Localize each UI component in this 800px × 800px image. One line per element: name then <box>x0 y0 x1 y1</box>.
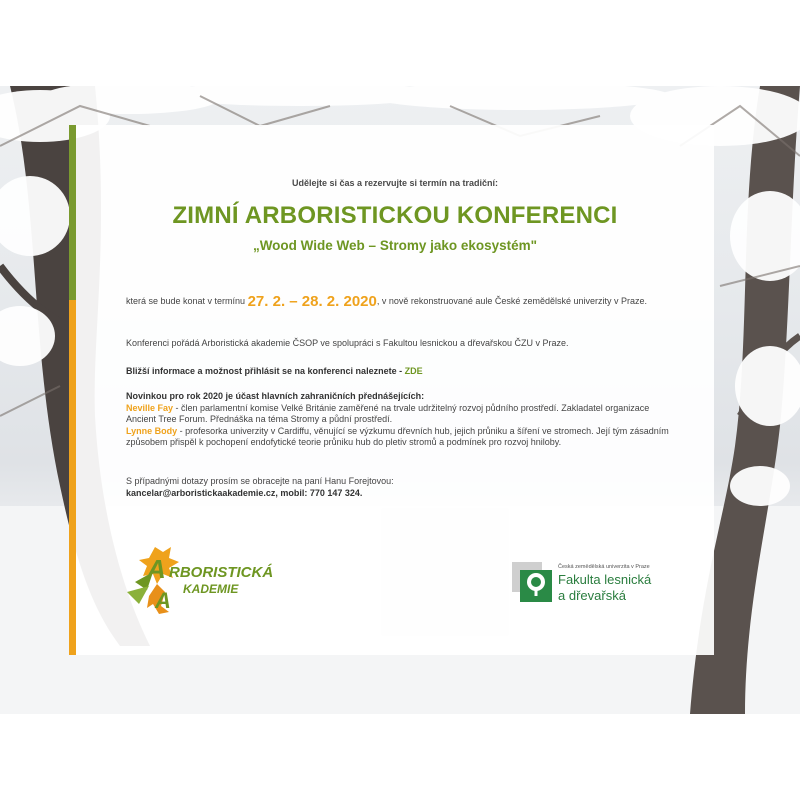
info-paragraph <box>126 366 672 378</box>
svg-text:A: A <box>155 588 171 613</box>
speaker-neville-bio: - člen parlamentní komise Velké Británie zaměřené na trvale udržitelný rozvoj půdního prostředí. Zakladatel organizace Ancient Tree Forum. Přednáška na téma Stromy a půdní prostředí. <box>126 402 650 424</box>
organizer-paragraph: Konferenci pořádá Arboristická akademie ČSOP ve spolupráci s Fakultou lesnickou a dřevařskou ČZU v Praze. <box>126 338 569 348</box>
arboristicka-akademie-logo <box>125 542 275 617</box>
orange-accent-bar <box>69 300 76 655</box>
date-intro: která se bude konat v termínu <box>126 296 248 306</box>
speakers-heading: Novinkou pro rok 2020 je účast hlavních zahraničních přednášejících: <box>126 391 425 401</box>
conference-date: 27. 2. – 28. 2. 2020 <box>247 293 377 310</box>
logo-line-2: KADEMIE <box>183 582 239 596</box>
date-venue: , v nově rekonstruované aule České zemědělské univerzity v Praze. <box>376 296 647 306</box>
speaker-lynne-name: Lynne Body <box>126 425 178 436</box>
contact-paragraph <box>126 476 672 499</box>
zde-link[interactable]: ZDE <box>404 366 423 376</box>
logo-line-1: RBORISTICKÁ <box>169 564 274 581</box>
contact-details[interactable]: kancelar@arboristickaakademie.cz, mobil: 770 147 324. <box>126 487 363 498</box>
date-paragraph <box>126 293 672 310</box>
speaker-lynne-bio: - profesorka univerzity v Cardiffu, věnující se výzkumu dřevních hub, jejich průniku a šíření ve stromech. Její tým zásadním způsobem přispěl k pochopení endofytické teorie průniku hub do pletiv stromů a podmínek pro rozvoj hniloby. <box>126 425 669 447</box>
czu-faculty-logo <box>512 562 682 612</box>
czu-university-name: Česká zemědělská univerzita v Praze <box>558 564 650 570</box>
green-accent-bar <box>69 125 76 300</box>
speaker-lynne <box>126 426 672 449</box>
czu-tree-icon <box>512 562 554 604</box>
intro-text: Udělejte si čas a rezervujte si termín na tradiční: <box>291 178 499 188</box>
conference-title: ZIMNÍ ARBORISTICKOU KONFERENCI <box>172 202 618 229</box>
conference-subtitle: „Wood Wide Web – Stromy jako ekosystém" <box>252 238 538 253</box>
speaker-neville-name: Neville Fay <box>126 402 174 413</box>
contact-line: S případnými dotazy prosím se obracejte na paní Hanu Forejtovou: <box>126 476 394 486</box>
info-text: Bližší informace a možnost přihlásit se na konferenci naleznete - <box>126 366 405 376</box>
speaker-neville <box>126 403 672 426</box>
czu-faculty-line-1: Fakulta lesnická <box>558 572 652 587</box>
czu-faculty-line-2: a dřevařská <box>558 588 626 603</box>
speakers-paragraph <box>126 391 672 449</box>
svg-text:A: A <box>147 554 166 584</box>
